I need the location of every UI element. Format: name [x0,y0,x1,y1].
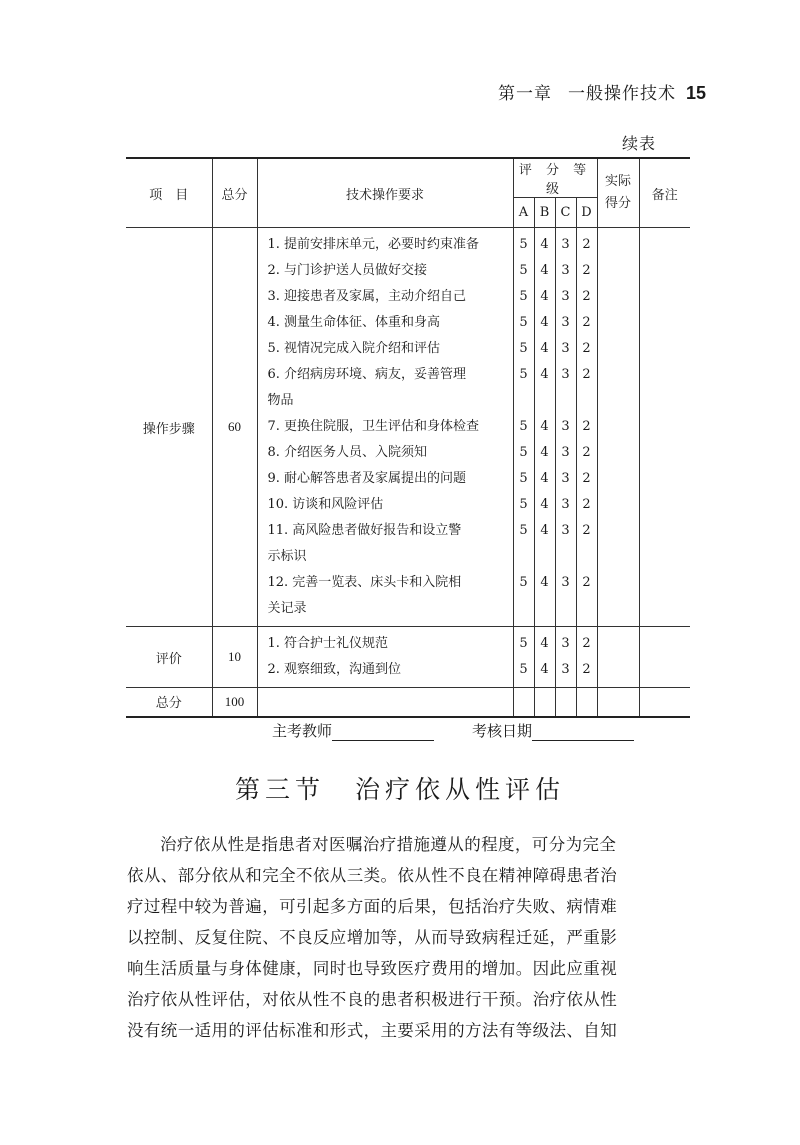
grade-score: 4 [540,636,549,651]
requirement-line: 12. 完善一览表、床头卡和入院相 [267,575,462,590]
table-row [126,228,690,627]
grade-score: 5 [519,445,528,460]
grade-score: 5 [519,237,528,252]
chapter-label: 第一章 [497,84,552,104]
grade-d: D [576,198,597,228]
total-remarks-cell [639,688,690,717]
grade-score: 2 [582,315,591,330]
grade-score: 4 [540,523,549,538]
requirement-line: 4. 测量生命体征、体重和身高 [267,315,441,330]
body-line: 响生活质量与身体健康，同时也导致医疗费用的增加。因此应重视 [127,959,618,978]
requirements-cell [257,228,513,627]
requirement-line: 5. 视情况完成入院介绍和评估 [267,341,441,356]
grade-score: 2 [582,263,591,278]
grade-score: 2 [582,419,591,434]
grade-score: 3 [561,471,570,486]
grade-b-cell [534,627,555,688]
grade-score [514,596,534,622]
grade-score: 3 [561,367,570,382]
grade-score [577,596,597,622]
section-name-title: 治疗依从性评估 [355,775,566,804]
requirement-line: 9. 耐心解答患者及家属提出的问题 [267,471,467,486]
requirements-cell [257,627,513,688]
scoring-table [126,157,690,718]
grade-score: 2 [582,237,591,252]
grade-a-cell [513,627,534,688]
grade-score: 4 [540,419,549,434]
grade-b-cell [534,228,555,627]
grade-score [535,544,555,570]
grade-score: 4 [540,575,549,590]
grade-score: 4 [540,662,549,677]
actual-score-cell [597,627,639,688]
header-total: 总分 [212,158,257,228]
requirement-line: 1. 符合护士礼仪规范 [267,636,389,651]
total-actual-cell [597,688,639,717]
grade-score: 5 [519,523,528,538]
header-item: 项 目 [126,158,212,228]
grade-score: 4 [540,497,549,512]
signature-line [272,720,634,741]
header-actual-line2: 得分 [605,196,632,211]
grade-score: 5 [519,471,528,486]
requirement-line: 示标识 [267,549,307,564]
grade-c: C [555,198,576,228]
grade-d-cell [576,627,597,688]
running-header [498,79,706,104]
body-line: 依从、部分依从和完全不依从三类。依从性不良在精神障碍患者治 [127,866,618,885]
grade-score [577,388,597,414]
grade-score: 3 [561,575,570,590]
requirement-line: 10. 访谈和风险评估 [267,497,384,512]
grade-c-cell [555,627,576,688]
examiner-blank [332,722,434,741]
grade-score: 2 [582,341,591,356]
grade-score: 2 [582,662,591,677]
grade-score: 2 [582,289,591,304]
table-continued-label: 续表 [622,134,657,153]
grade-score: 5 [519,636,528,651]
page-number: 15 [685,83,706,103]
header-remarks: 备注 [639,158,690,228]
grade-score: 3 [561,445,570,460]
grade-score: 5 [519,263,528,278]
body-line: 治疗依从性是指患者对医嘱治疗措施遵从的程度，可分为完全 [160,835,617,854]
body-line: 疗过程中较为普遍，可引起多方面的后果，包括治疗失败、病情难 [127,897,618,916]
grade-score: 4 [540,289,549,304]
grade-score: 2 [582,471,591,486]
requirement-line: 关记录 [267,601,307,616]
grade-score [556,544,576,570]
requirement-line: 11. 高风险患者做好报告和设立警 [267,523,462,538]
grade-score: 4 [540,263,549,278]
grade-score: 4 [540,445,549,460]
date-label: 考核日期 [472,722,533,740]
section-heading [0,770,800,806]
total-grade-b-cell [534,688,555,717]
requirement-line: 7. 更换住院服，卫生评估和身体检查 [267,419,480,434]
body-line: 以控制、反复住院、不良反应增加等，从而导致病程迁延，严重影 [127,928,618,947]
grade-a-cell [513,228,534,627]
requirement-line: 2. 观察细致，沟通到位 [267,662,402,677]
actual-score-cell [597,228,639,627]
grade-score [577,544,597,570]
examiner-label: 主考教师 [272,722,333,740]
remarks-cell [639,627,690,688]
total-score: 100 [212,688,257,717]
grade-score: 5 [519,575,528,590]
grade-score: 2 [582,523,591,538]
grade-score [535,388,555,414]
grade-score [556,388,576,414]
grade-score: 4 [540,471,549,486]
grade-score: 3 [561,497,570,512]
total-label: 总分 [126,688,212,717]
requirement-line: 物品 [267,393,294,408]
section-name: 评价 [126,627,212,688]
grade-score: 2 [582,636,591,651]
body-line: 没有统一适用的评估标准和形式，主要采用的方法有等级法、自知 [127,1021,618,1040]
total-grade-d-cell [576,688,597,717]
grade-score: 3 [561,341,570,356]
remarks-cell [639,228,690,627]
grade-score [556,596,576,622]
grade-score: 4 [540,341,549,356]
grade-score: 5 [519,662,528,677]
total-grade-a-cell [513,688,534,717]
chapter-title: 一般操作技术 [567,84,676,104]
grade-score: 3 [561,263,570,278]
requirement-line: 2. 与门诊护送人员做好交接 [267,263,428,278]
grade-score: 3 [561,289,570,304]
grade-score: 3 [561,315,570,330]
header-requirements: 技术操作要求 [257,158,513,228]
date-blank [532,722,634,741]
grade-c-cell [555,228,576,627]
grade-score: 2 [582,445,591,460]
grade-score: 5 [519,341,528,356]
header-grade: 评 分 等 级 [513,158,597,198]
table-row [126,688,690,717]
grade-score [514,544,534,570]
grade-score: 3 [561,419,570,434]
body-line: 治疗依从性评估，对依从性不良的患者积极进行干预。治疗依从性 [127,990,618,1009]
grade-d-cell [576,228,597,627]
grade-score: 4 [540,315,549,330]
section-name: 操作步骤 [126,228,212,627]
section-score: 10 [212,627,257,688]
section-score: 60 [212,228,257,627]
requirement-line: 6. 介绍病房环境、病友，妥善管理 [267,367,467,382]
grade-score: 3 [561,237,570,252]
grade-score: 5 [519,419,528,434]
grade-score: 2 [582,367,591,382]
grade-score: 2 [582,575,591,590]
section-number: 第三节 [234,775,325,804]
grade-score: 4 [540,237,549,252]
grade-b: B [534,198,555,228]
requirement-line: 1. 提前安排床单元，必要时约束准备 [267,237,480,252]
grade-score: 3 [561,662,570,677]
grade-score [514,388,534,414]
grade-a: A [513,198,534,228]
grade-score: 4 [540,367,549,382]
total-grade-c-cell [555,688,576,717]
grade-score: 5 [519,289,528,304]
grade-score: 5 [519,315,528,330]
total-requirements-cell [257,688,513,717]
table-row [126,627,690,688]
grade-score: 3 [561,636,570,651]
grade-score: 3 [561,523,570,538]
header-actual-line1: 实际 [605,174,632,189]
grade-score [535,596,555,622]
grade-score: 5 [519,367,528,382]
requirement-line: 3. 迎接患者及家属，主动介绍自己 [267,289,467,304]
requirement-line: 8. 介绍医务人员、入院须知 [267,445,428,460]
header-actual-score [597,158,639,228]
grade-score: 2 [582,497,591,512]
grade-score: 5 [519,497,528,512]
body-paragraph [127,829,693,1046]
